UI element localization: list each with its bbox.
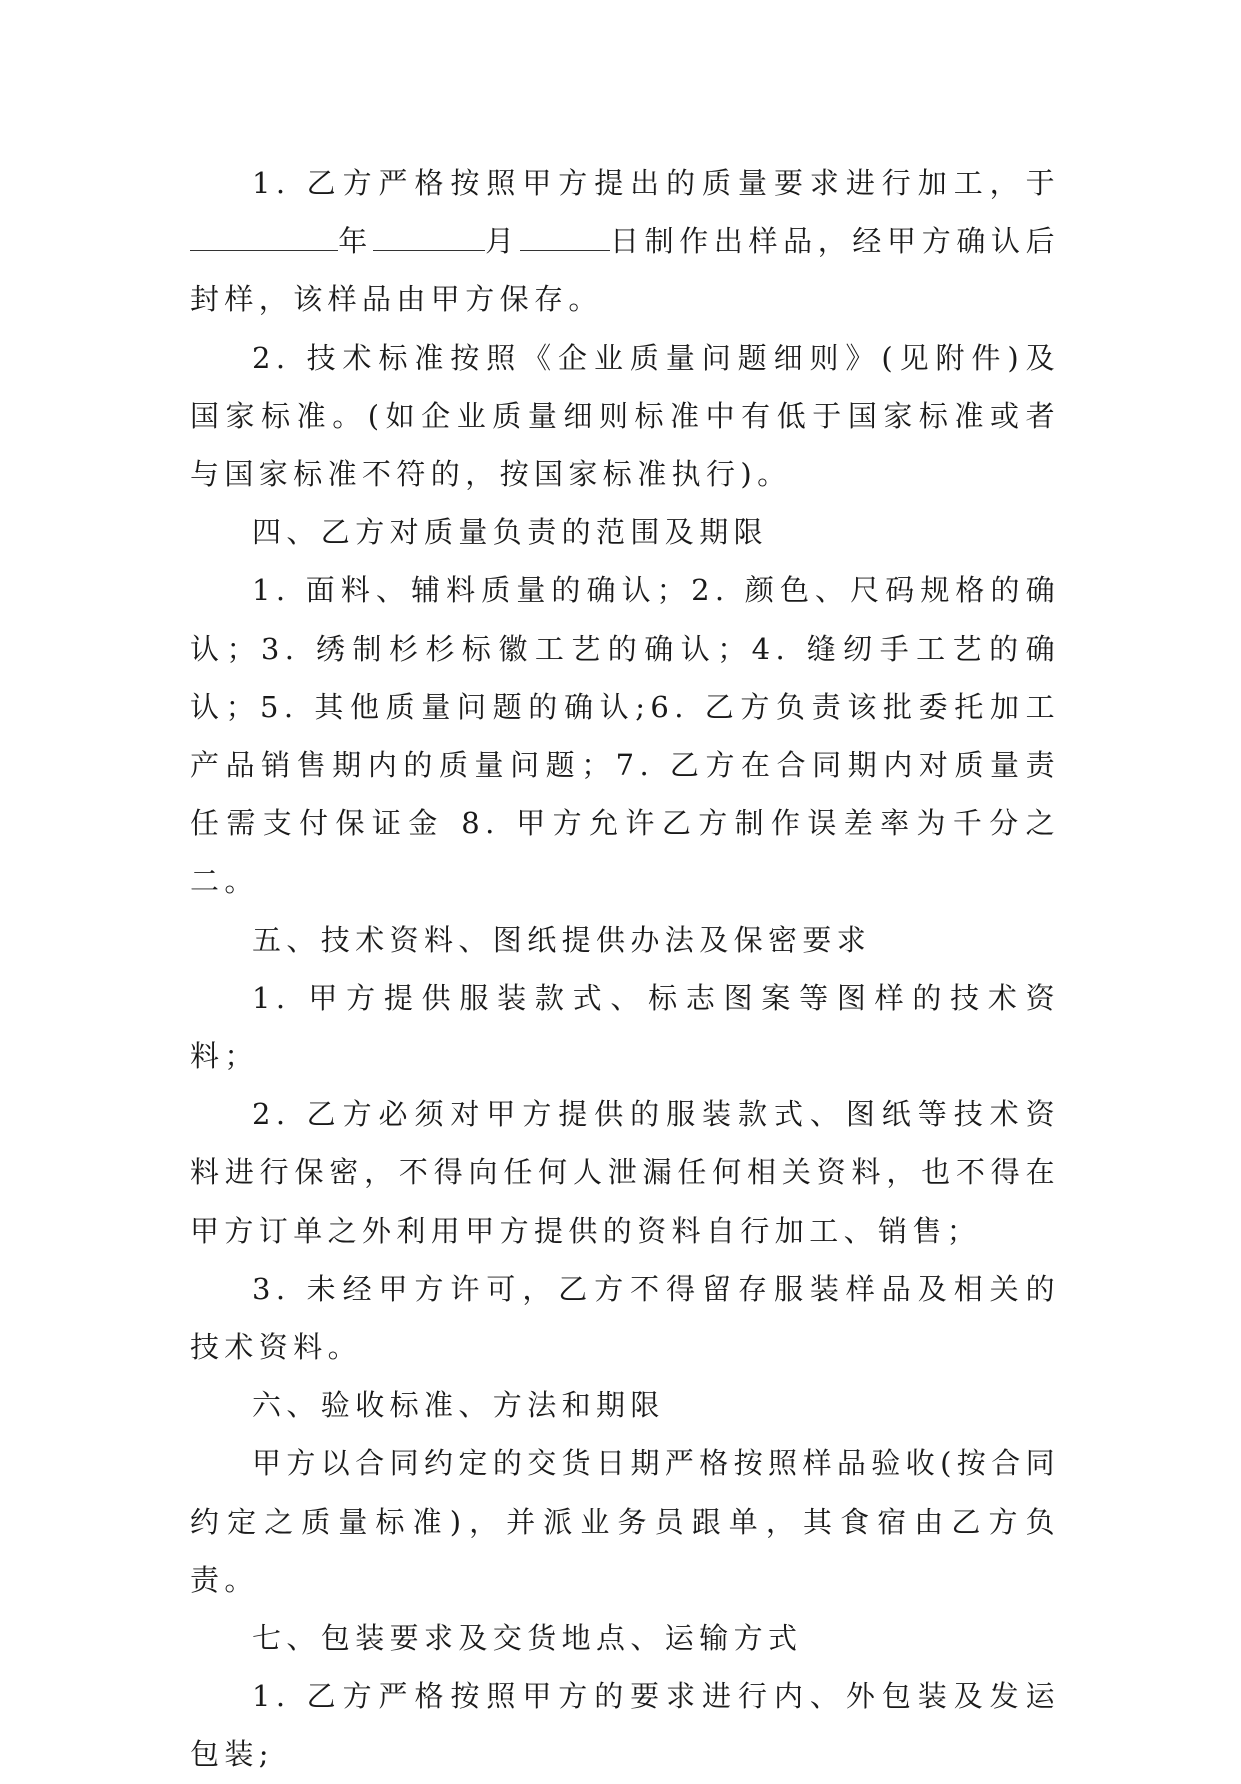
blank-year-field (190, 226, 338, 251)
sample-clause-text-end: 日制作出样品，经甲方确认后封样，该样品由甲方保存。 (190, 224, 1060, 317)
document-page (190, 154, 1060, 1784)
month-label: 月 (484, 224, 520, 259)
paragraph-confidentiality: 2. 乙方必须对甲方提供的服装款式、图纸等技术资料进行保密，不得向任何人泄漏任何相关资料，也不得在甲方订单之外利用甲方提供的资料自行加工、销售； (190, 1097, 1060, 1248)
paragraph-tech-docs-provided: 1. 甲方提供服装款式、标志图案等图样的技术资料； (190, 980, 1060, 1074)
section-heading-7: 七、包装要求及交货地点、运输方式 (252, 1621, 803, 1656)
blank-day-field (520, 226, 610, 251)
paragraph-packaging: 1. 乙方严格按照甲方的要求进行内、外包装及发运包装; (190, 1679, 1060, 1772)
paragraph-acceptance: 甲方以合同约定的交货日期严格按照样品验收(按合同约定之质量标准)，并派业务员跟单，其食宿由乙方负责。 (190, 1446, 1060, 1597)
section-heading-5: 五、技术资料、图纸提供办法及保密要求 (252, 922, 872, 957)
paragraph-no-retention: 3. 未经甲方许可，乙方不得留存服装样品及相关的技术资料。 (190, 1271, 1060, 1365)
blank-month-field (373, 226, 485, 251)
paragraph-quality-scope: 1. 面料、辅料质量的确认；2. 颜色、尺码规格的确认；3. 绣制杉杉标徽工艺的确认；4. 缝纫手工艺的确认；5. 其他质量问题的确认;6. 乙方负责该批委托加工产品销售期内的质量问题；7. 乙方在合同期内对质量责任需支付保证金 8. 甲方允许乙方制作误差率为千分之二。 (190, 573, 1060, 899)
section-heading-6: 六、验收标准、方法和期限 (252, 1388, 665, 1423)
section-heading-4: 四、乙方对质量负责的范围及期限 (252, 515, 769, 550)
year-label: 年 (338, 224, 373, 259)
paragraph-technical-standard: 2. 技术标准按照《企业质量问题细则》(见附件)及国家标准。(如企业质量细则标准中有低于国家标准或者与国家标准不符的，按国家标准执行)。 (190, 340, 1060, 492)
paragraph-sample-clause (190, 154, 1060, 329)
sample-clause-text-start: 1. 乙方严格按照甲方提出的质量要求进行加工，于 (252, 166, 1060, 200)
